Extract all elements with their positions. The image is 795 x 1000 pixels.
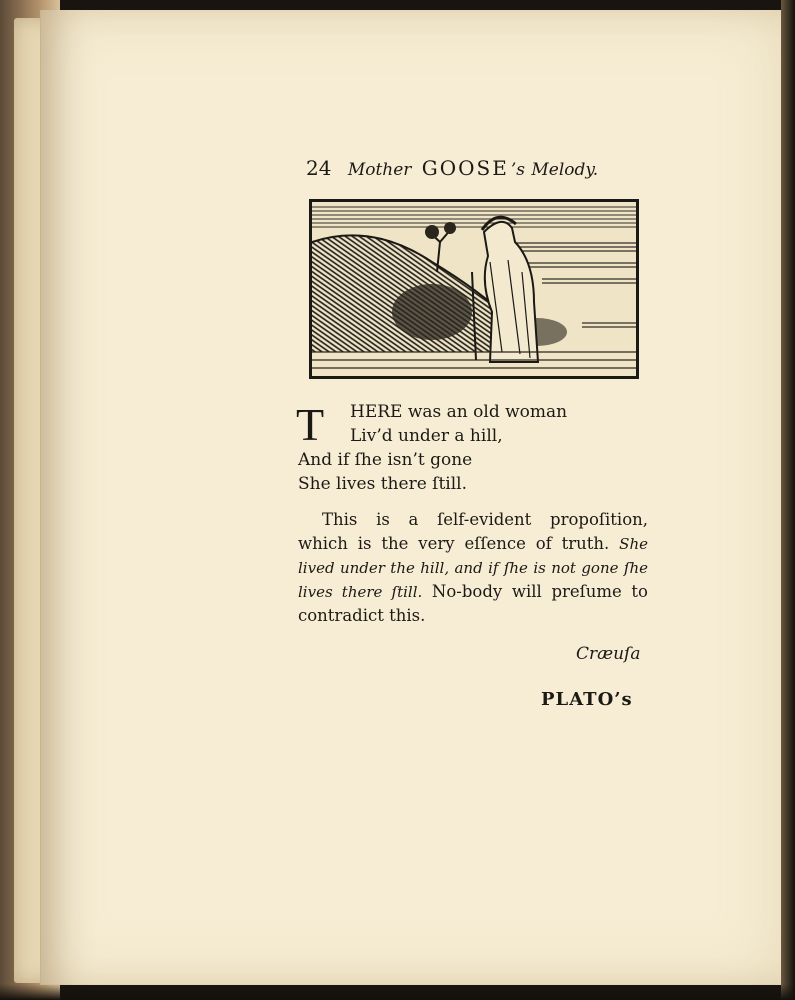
running-header: [306, 156, 626, 186]
page-number: 24: [306, 156, 332, 180]
right-edge-shadow: [781, 0, 795, 1000]
rhyme-line-3: And if ſhe isn’t gone: [298, 450, 473, 470]
rhyme-line-4: She lives there ſtill.: [298, 474, 467, 494]
header-title-mother: Mother: [347, 160, 412, 180]
header-title-possessive: ’s: [510, 160, 525, 180]
commentary-part-1: This is a ſelf-evident propoſition, which is the very eſſence of truth.: [298, 510, 648, 553]
commentary-quote: She lived under the hill, and if ſhe is not gone ſhe lives there ſtill.: [298, 535, 648, 601]
commentary-part-3: No-body will preſume to contradict this.: [298, 582, 648, 625]
rhyme-line-2: Liv’d under a hill,: [350, 426, 503, 446]
commentary-paragraph: [298, 508, 648, 628]
drop-cap: T: [296, 399, 325, 450]
rhyme-line-1: HERE was an old woman: [350, 402, 568, 422]
header-title-goose: GOOSE: [421, 156, 509, 180]
woodcut-old-woman-on-hill-icon: [309, 199, 639, 379]
nursery-rhyme: [298, 400, 628, 496]
signature: Cræuſa: [576, 644, 641, 664]
bottom-edge-shadow: [0, 984, 795, 1000]
header-title-melody: Melody.: [531, 160, 599, 180]
catchword: PLATO’s: [541, 689, 633, 710]
